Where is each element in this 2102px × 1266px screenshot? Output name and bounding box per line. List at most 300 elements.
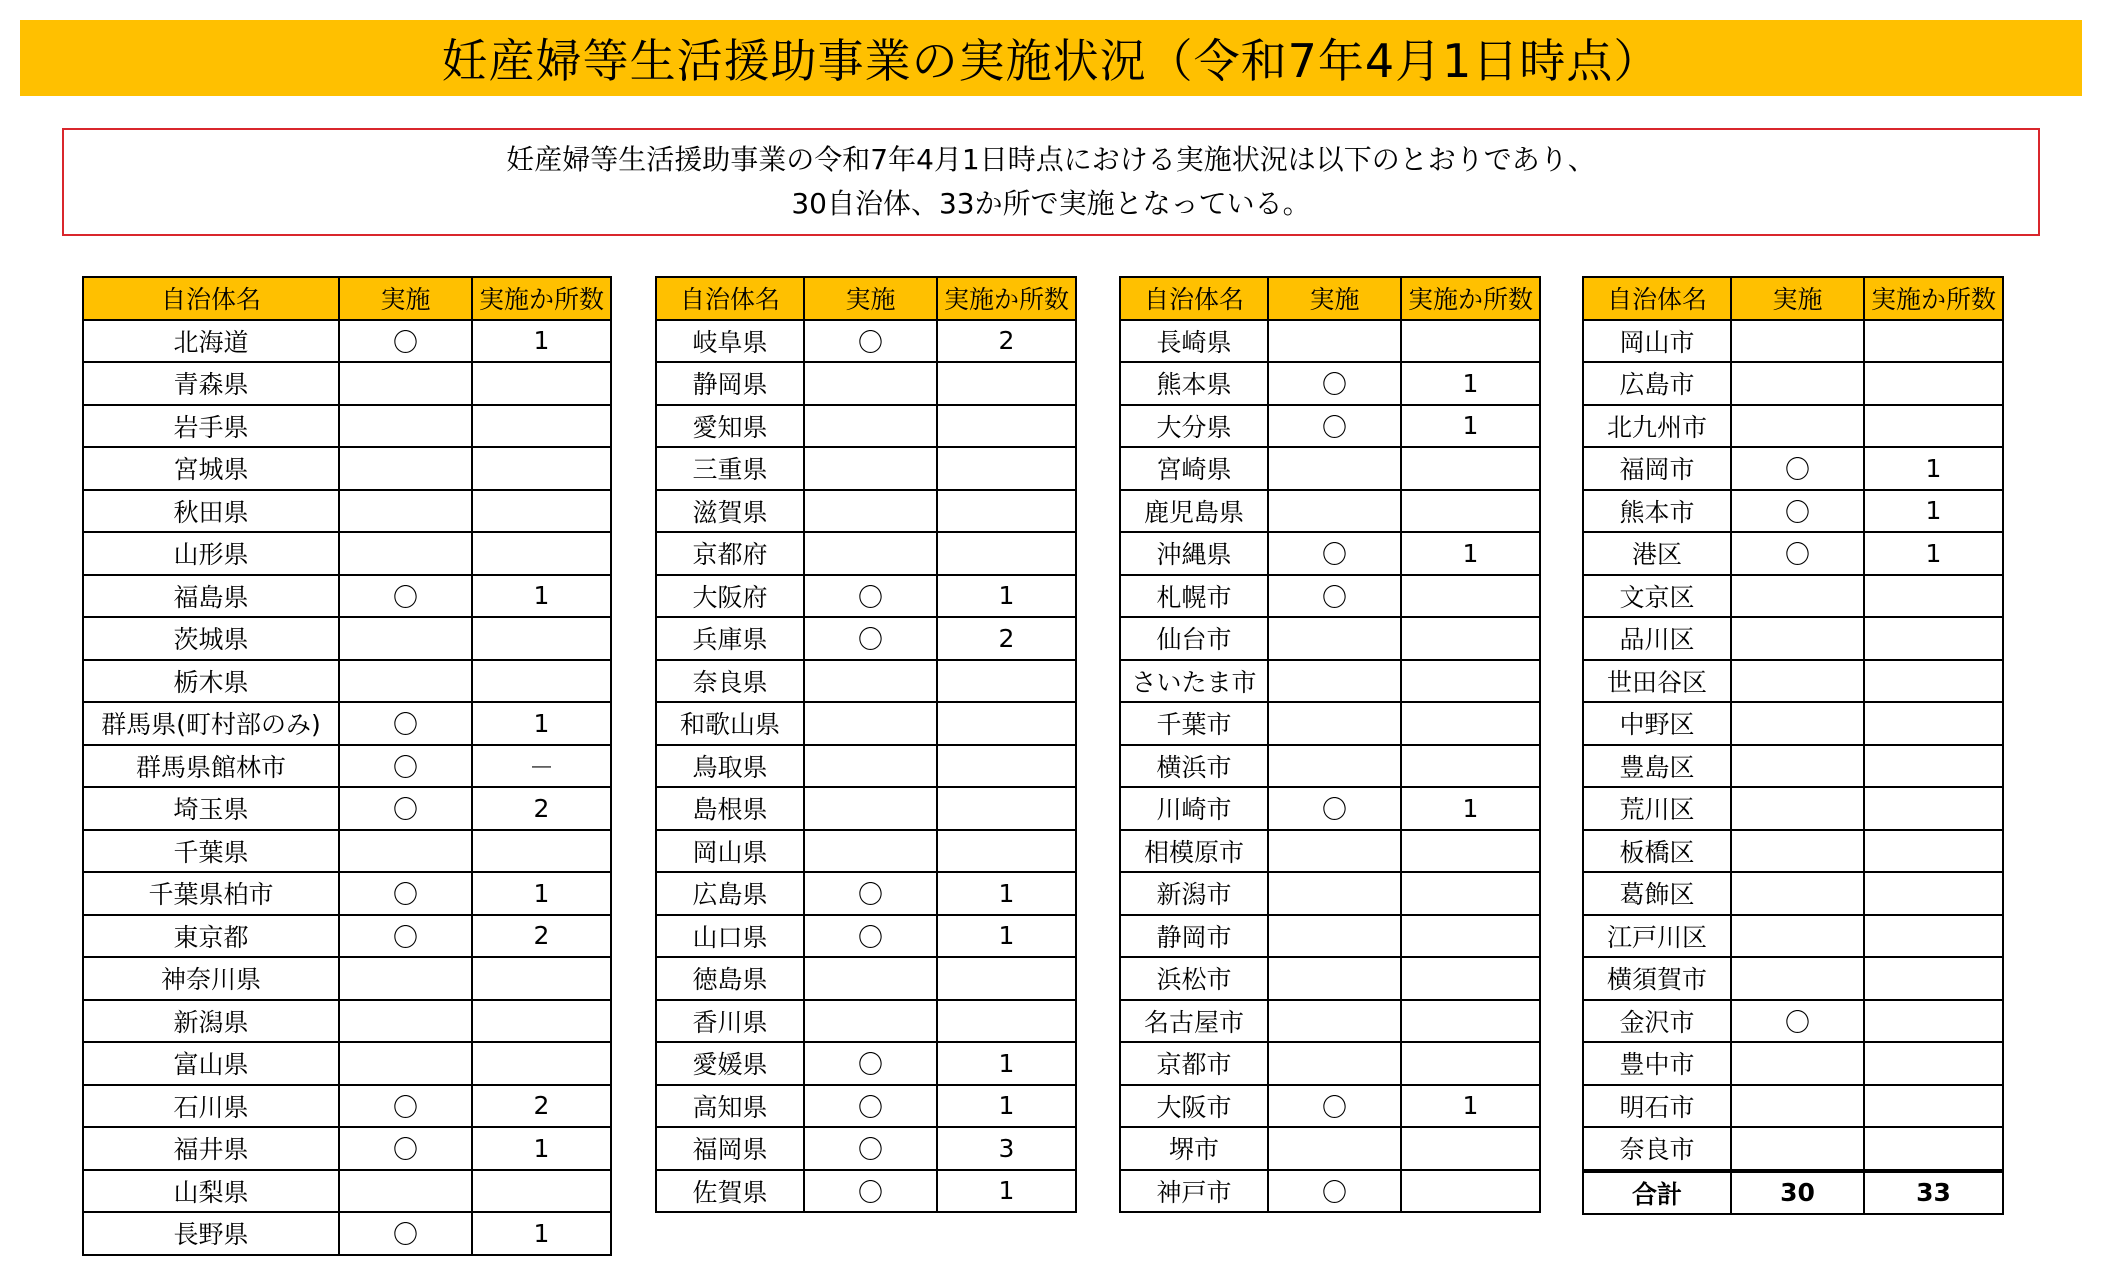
locations-cell bbox=[1864, 617, 2003, 660]
header-municipality: 自治体名 bbox=[1120, 277, 1268, 320]
municipality-cell: 岩手県 bbox=[83, 405, 339, 448]
table-row bbox=[1120, 320, 1540, 363]
locations-cell bbox=[1401, 617, 1540, 660]
implemented-cell: 〇 bbox=[1268, 362, 1401, 405]
table-row bbox=[1120, 1127, 1540, 1170]
table-row bbox=[1583, 872, 2003, 915]
municipality-cell: 栃木県 bbox=[83, 660, 339, 703]
locations-cell bbox=[937, 830, 1076, 873]
implemented-cell bbox=[339, 660, 472, 703]
table-row bbox=[83, 617, 611, 660]
table-row bbox=[656, 405, 1076, 448]
municipality-cell: 富山県 bbox=[83, 1042, 339, 1085]
municipality-cell: 堺市 bbox=[1120, 1127, 1268, 1170]
table-row bbox=[656, 1000, 1076, 1043]
implemented-cell: 〇 bbox=[1268, 405, 1401, 448]
implemented-cell bbox=[339, 447, 472, 490]
table-row bbox=[1583, 1042, 2003, 1085]
municipality-cell: 鳥取県 bbox=[656, 745, 804, 788]
implemented-cell bbox=[804, 702, 937, 745]
municipality-cell: 沖縄県 bbox=[1120, 532, 1268, 575]
locations-cell: 1 bbox=[472, 320, 611, 363]
table-row bbox=[1120, 1085, 1540, 1128]
locations-cell bbox=[937, 745, 1076, 788]
municipality-cell: 千葉市 bbox=[1120, 702, 1268, 745]
locations-cell bbox=[1864, 830, 2003, 873]
table-row bbox=[83, 745, 611, 788]
municipality-cell: 札幌市 bbox=[1120, 575, 1268, 618]
implemented-cell bbox=[1731, 872, 1864, 915]
locations-cell: 1 bbox=[1864, 532, 2003, 575]
locations-cell bbox=[1864, 1042, 2003, 1085]
implemented-cell bbox=[804, 957, 937, 1000]
implemented-cell bbox=[1268, 1042, 1401, 1085]
locations-cell: 1 bbox=[472, 872, 611, 915]
table-row bbox=[1120, 1042, 1540, 1085]
locations-cell: 2 bbox=[472, 1085, 611, 1128]
implemented-cell bbox=[1731, 405, 1864, 448]
implemented-cell: 〇 bbox=[339, 1127, 472, 1170]
locations-cell: 1 bbox=[1401, 362, 1540, 405]
implemented-cell bbox=[1268, 490, 1401, 533]
municipality-cell: 相模原市 bbox=[1120, 830, 1268, 873]
locations-cell bbox=[472, 957, 611, 1000]
implemented-cell: 〇 bbox=[804, 320, 937, 363]
implemented-cell bbox=[339, 957, 472, 1000]
municipality-cell: 新潟県 bbox=[83, 1000, 339, 1043]
implemented-cell bbox=[804, 787, 937, 830]
table-row bbox=[1120, 787, 1540, 830]
table-row bbox=[656, 362, 1076, 405]
implemented-cell bbox=[1731, 915, 1864, 958]
municipality-cell: 東京都 bbox=[83, 915, 339, 958]
table-row bbox=[656, 872, 1076, 915]
table-row bbox=[1583, 915, 2003, 958]
locations-cell bbox=[1401, 660, 1540, 703]
municipality-cell: 板橋区 bbox=[1583, 830, 1731, 873]
locations-cell bbox=[937, 1000, 1076, 1043]
table-row bbox=[1583, 447, 2003, 490]
implemented-cell: 〇 bbox=[1268, 787, 1401, 830]
implemented-cell bbox=[1731, 660, 1864, 703]
table-row bbox=[1120, 660, 1540, 703]
implemented-cell bbox=[804, 490, 937, 533]
table-row bbox=[656, 1127, 1076, 1170]
locations-cell bbox=[1401, 320, 1540, 363]
implemented-cell bbox=[804, 362, 937, 405]
locations-cell: 1 bbox=[937, 872, 1076, 915]
table-row bbox=[83, 1127, 611, 1170]
implemented-cell bbox=[1268, 617, 1401, 660]
locations-cell bbox=[472, 447, 611, 490]
municipality-cell: 茨城県 bbox=[83, 617, 339, 660]
summary-line-2: 30自治体、33か所で実施となっている。 bbox=[791, 187, 1311, 220]
implemented-cell bbox=[339, 1000, 472, 1043]
table-row bbox=[1583, 957, 2003, 1000]
municipality-cell: 仙台市 bbox=[1120, 617, 1268, 660]
implemented-cell: 〇 bbox=[804, 1127, 937, 1170]
municipality-cell: 文京区 bbox=[1583, 575, 1731, 618]
municipality-cell: 熊本市 bbox=[1583, 490, 1731, 533]
table-row bbox=[1120, 872, 1540, 915]
table-row bbox=[83, 1212, 611, 1255]
table-row bbox=[656, 957, 1076, 1000]
implemented-cell bbox=[804, 1000, 937, 1043]
locations-cell bbox=[1401, 745, 1540, 788]
municipality-cell: 北海道 bbox=[83, 320, 339, 363]
table-row bbox=[656, 320, 1076, 363]
implemented-cell: 〇 bbox=[1268, 1170, 1401, 1213]
municipality-cell: 京都府 bbox=[656, 532, 804, 575]
implemented-cell bbox=[804, 405, 937, 448]
municipality-cell: 山口県 bbox=[656, 915, 804, 958]
municipality-cell: 群馬県(町村部のみ) bbox=[83, 702, 339, 745]
locations-cell bbox=[1401, 1042, 1540, 1085]
municipality-cell: 広島県 bbox=[656, 872, 804, 915]
municipality-cell: 世田谷区 bbox=[1583, 660, 1731, 703]
table-row bbox=[83, 787, 611, 830]
locations-cell bbox=[937, 702, 1076, 745]
table-row bbox=[83, 1170, 611, 1213]
table-row bbox=[1120, 362, 1540, 405]
page-title: 妊産婦等生活援助事業の実施状況（令和7年4月1日時点） bbox=[441, 34, 1661, 88]
total-implemented: 30 bbox=[1731, 1171, 1864, 1215]
locations-cell bbox=[937, 532, 1076, 575]
table-row bbox=[656, 532, 1076, 575]
table-row bbox=[1120, 702, 1540, 745]
implemented-cell: 〇 bbox=[1731, 490, 1864, 533]
implemented-cell bbox=[1268, 1127, 1401, 1170]
municipality-cell: 奈良市 bbox=[1583, 1127, 1731, 1171]
locations-cell: 1 bbox=[1864, 490, 2003, 533]
status-table-2 bbox=[655, 276, 1077, 1213]
municipality-cell: 神奈川県 bbox=[83, 957, 339, 1000]
implemented-cell: 〇 bbox=[339, 320, 472, 363]
municipality-cell: 品川区 bbox=[1583, 617, 1731, 660]
implemented-cell: 〇 bbox=[339, 745, 472, 788]
locations-cell: 2 bbox=[472, 787, 611, 830]
table-row bbox=[1583, 1127, 2003, 1171]
implemented-cell: 〇 bbox=[1268, 532, 1401, 575]
table-row bbox=[83, 830, 611, 873]
locations-cell bbox=[1864, 362, 2003, 405]
municipality-cell: 宮城県 bbox=[83, 447, 339, 490]
implemented-cell bbox=[1268, 745, 1401, 788]
implemented-cell bbox=[1731, 320, 1864, 363]
locations-cell: 1 bbox=[1401, 405, 1540, 448]
implemented-cell bbox=[339, 830, 472, 873]
municipality-cell: 豊島区 bbox=[1583, 745, 1731, 788]
municipality-cell: 福岡市 bbox=[1583, 447, 1731, 490]
table-row bbox=[1583, 617, 2003, 660]
implemented-cell bbox=[804, 745, 937, 788]
table-row bbox=[83, 702, 611, 745]
locations-cell bbox=[937, 787, 1076, 830]
municipality-cell: 三重県 bbox=[656, 447, 804, 490]
header-locations: 実施か所数 bbox=[1401, 277, 1540, 320]
table-row bbox=[656, 1170, 1076, 1213]
municipality-cell: 島根県 bbox=[656, 787, 804, 830]
locations-cell bbox=[1401, 447, 1540, 490]
implemented-cell bbox=[804, 830, 937, 873]
municipality-cell: 港区 bbox=[1583, 532, 1731, 575]
locations-cell bbox=[1864, 1127, 2003, 1171]
implemented-cell bbox=[804, 660, 937, 703]
table-row bbox=[83, 362, 611, 405]
locations-cell bbox=[472, 532, 611, 575]
implemented-cell bbox=[339, 362, 472, 405]
municipality-cell: 長崎県 bbox=[1120, 320, 1268, 363]
municipality-cell: 千葉県柏市 bbox=[83, 872, 339, 915]
table-row bbox=[656, 575, 1076, 618]
implemented-cell: 〇 bbox=[1731, 532, 1864, 575]
implemented-cell: 〇 bbox=[804, 1085, 937, 1128]
table-row bbox=[1120, 447, 1540, 490]
implemented-cell: 〇 bbox=[804, 1042, 937, 1085]
table-row bbox=[1583, 320, 2003, 363]
locations-cell bbox=[1401, 702, 1540, 745]
locations-cell bbox=[472, 405, 611, 448]
implemented-cell bbox=[1268, 320, 1401, 363]
implemented-cell: 〇 bbox=[339, 872, 472, 915]
implemented-cell bbox=[1268, 830, 1401, 873]
table-row bbox=[83, 320, 611, 363]
table-row bbox=[1583, 702, 2003, 745]
municipality-cell: 徳島県 bbox=[656, 957, 804, 1000]
locations-cell bbox=[937, 405, 1076, 448]
table-row bbox=[1583, 1000, 2003, 1043]
implemented-cell bbox=[339, 617, 472, 660]
locations-cell bbox=[1401, 575, 1540, 618]
implemented-cell: 〇 bbox=[339, 787, 472, 830]
header-locations: 実施か所数 bbox=[1864, 277, 2003, 320]
implemented-cell bbox=[1268, 957, 1401, 1000]
municipality-cell: 神戸市 bbox=[1120, 1170, 1268, 1213]
locations-cell bbox=[1864, 915, 2003, 958]
municipality-cell: 大分県 bbox=[1120, 405, 1268, 448]
implemented-cell bbox=[1268, 660, 1401, 703]
status-table-1 bbox=[82, 276, 612, 1256]
municipality-cell: 浜松市 bbox=[1120, 957, 1268, 1000]
table-row bbox=[1120, 957, 1540, 1000]
locations-cell bbox=[1401, 915, 1540, 958]
locations-cell bbox=[472, 1170, 611, 1213]
municipality-cell: 香川県 bbox=[656, 1000, 804, 1043]
municipality-cell: 荒川区 bbox=[1583, 787, 1731, 830]
implemented-cell: 〇 bbox=[804, 575, 937, 618]
municipality-cell: 横須賀市 bbox=[1583, 957, 1731, 1000]
header-implemented: 実施 bbox=[339, 277, 472, 320]
table-row bbox=[83, 872, 611, 915]
table-row bbox=[1583, 745, 2003, 788]
table-row bbox=[83, 1085, 611, 1128]
locations-cell bbox=[472, 1042, 611, 1085]
table-row bbox=[1120, 1170, 1540, 1213]
locations-cell: 1 bbox=[472, 702, 611, 745]
table-row bbox=[1583, 405, 2003, 448]
total-row bbox=[1583, 1171, 2003, 1215]
table-row bbox=[1120, 617, 1540, 660]
municipality-cell: 大阪府 bbox=[656, 575, 804, 618]
table-row bbox=[656, 915, 1076, 958]
header-implemented: 実施 bbox=[1268, 277, 1401, 320]
implemented-cell: 〇 bbox=[1268, 1085, 1401, 1128]
locations-cell bbox=[1401, 490, 1540, 533]
implemented-cell bbox=[1731, 702, 1864, 745]
implemented-cell bbox=[1268, 872, 1401, 915]
table-row bbox=[83, 405, 611, 448]
table-row bbox=[83, 915, 611, 958]
title-banner bbox=[20, 20, 2082, 96]
implemented-cell: 〇 bbox=[339, 915, 472, 958]
table-row bbox=[83, 447, 611, 490]
table-row bbox=[83, 1042, 611, 1085]
locations-cell bbox=[1864, 872, 2003, 915]
locations-cell bbox=[937, 957, 1076, 1000]
implemented-cell bbox=[1731, 830, 1864, 873]
locations-cell: 1 bbox=[1401, 787, 1540, 830]
municipality-cell: 福島県 bbox=[83, 575, 339, 618]
table-row bbox=[83, 1000, 611, 1043]
municipality-cell: さいたま市 bbox=[1120, 660, 1268, 703]
implemented-cell bbox=[1731, 1127, 1864, 1171]
implemented-cell bbox=[1731, 1042, 1864, 1085]
locations-cell bbox=[1864, 660, 2003, 703]
municipality-cell: 青森県 bbox=[83, 362, 339, 405]
locations-cell: 1 bbox=[472, 1127, 611, 1170]
header-implemented: 実施 bbox=[804, 277, 937, 320]
locations-cell: 1 bbox=[937, 1085, 1076, 1128]
locations-cell bbox=[1864, 745, 2003, 788]
implemented-cell bbox=[1731, 617, 1864, 660]
implemented-cell: 〇 bbox=[339, 702, 472, 745]
locations-cell bbox=[1401, 1000, 1540, 1043]
table-row bbox=[1583, 1085, 2003, 1128]
header-municipality: 自治体名 bbox=[1583, 277, 1731, 320]
table-row bbox=[656, 490, 1076, 533]
implemented-cell bbox=[339, 532, 472, 575]
municipality-cell: 静岡市 bbox=[1120, 915, 1268, 958]
table-row bbox=[1120, 1000, 1540, 1043]
table-row bbox=[1120, 405, 1540, 448]
locations-cell bbox=[472, 617, 611, 660]
locations-cell bbox=[1864, 1085, 2003, 1128]
implemented-cell bbox=[804, 532, 937, 575]
locations-cell: 2 bbox=[937, 617, 1076, 660]
table-row bbox=[656, 787, 1076, 830]
total-locations: 33 bbox=[1864, 1171, 2003, 1215]
implemented-cell bbox=[804, 447, 937, 490]
municipality-cell: 山形県 bbox=[83, 532, 339, 575]
locations-cell bbox=[1864, 787, 2003, 830]
municipality-cell: 秋田県 bbox=[83, 490, 339, 533]
implemented-cell bbox=[1731, 362, 1864, 405]
municipality-cell: 山梨県 bbox=[83, 1170, 339, 1213]
municipality-cell: 滋賀県 bbox=[656, 490, 804, 533]
table-row bbox=[656, 660, 1076, 703]
status-table-4 bbox=[1582, 276, 2004, 1215]
municipality-cell: 和歌山県 bbox=[656, 702, 804, 745]
implemented-cell bbox=[339, 1170, 472, 1213]
locations-cell: 2 bbox=[937, 320, 1076, 363]
implemented-cell bbox=[339, 490, 472, 533]
locations-cell: 1 bbox=[472, 575, 611, 618]
locations-cell: 1 bbox=[472, 1212, 611, 1255]
status-table-3 bbox=[1119, 276, 1541, 1213]
municipality-cell: 中野区 bbox=[1583, 702, 1731, 745]
summary-box bbox=[62, 128, 2040, 236]
header-locations: 実施か所数 bbox=[472, 277, 611, 320]
table-row bbox=[1120, 532, 1540, 575]
locations-cell: 3 bbox=[937, 1127, 1076, 1170]
municipality-cell: 福井県 bbox=[83, 1127, 339, 1170]
table-row bbox=[656, 745, 1076, 788]
implemented-cell bbox=[1731, 575, 1864, 618]
municipality-cell: 岡山市 bbox=[1583, 320, 1731, 363]
locations-cell: 1 bbox=[937, 575, 1076, 618]
table-row bbox=[656, 702, 1076, 745]
table-row bbox=[1583, 575, 2003, 618]
municipality-cell: 佐賀県 bbox=[656, 1170, 804, 1213]
municipality-cell: 京都市 bbox=[1120, 1042, 1268, 1085]
table-row bbox=[1120, 915, 1540, 958]
implemented-cell: 〇 bbox=[339, 575, 472, 618]
municipality-cell: 北九州市 bbox=[1583, 405, 1731, 448]
municipality-cell: 江戸川区 bbox=[1583, 915, 1731, 958]
implemented-cell: 〇 bbox=[1268, 575, 1401, 618]
implemented-cell bbox=[1731, 745, 1864, 788]
implemented-cell bbox=[339, 1042, 472, 1085]
municipality-cell: 横浜市 bbox=[1120, 745, 1268, 788]
municipality-cell: 福岡県 bbox=[656, 1127, 804, 1170]
locations-cell: 1 bbox=[937, 1042, 1076, 1085]
implemented-cell: 〇 bbox=[339, 1212, 472, 1255]
implemented-cell bbox=[1268, 915, 1401, 958]
table-row bbox=[1583, 787, 2003, 830]
table-row bbox=[656, 1042, 1076, 1085]
header-implemented: 実施 bbox=[1731, 277, 1864, 320]
locations-cell bbox=[1864, 702, 2003, 745]
locations-cell: 1 bbox=[1401, 1085, 1540, 1128]
municipality-cell: 熊本県 bbox=[1120, 362, 1268, 405]
locations-cell bbox=[937, 490, 1076, 533]
locations-cell bbox=[472, 830, 611, 873]
table-row bbox=[656, 1085, 1076, 1128]
implemented-cell bbox=[1731, 1085, 1864, 1128]
municipality-cell: 千葉県 bbox=[83, 830, 339, 873]
locations-cell bbox=[1864, 957, 2003, 1000]
table-row bbox=[1120, 830, 1540, 873]
municipality-cell: 愛媛県 bbox=[656, 1042, 804, 1085]
implemented-cell: 〇 bbox=[1731, 1000, 1864, 1043]
table-row bbox=[1583, 362, 2003, 405]
implemented-cell bbox=[1268, 1000, 1401, 1043]
implemented-cell bbox=[339, 405, 472, 448]
implemented-cell: 〇 bbox=[804, 872, 937, 915]
municipality-cell: 愛知県 bbox=[656, 405, 804, 448]
municipality-cell: 埼玉県 bbox=[83, 787, 339, 830]
table-row bbox=[83, 575, 611, 618]
locations-cell bbox=[1864, 1000, 2003, 1043]
municipality-cell: 岐阜県 bbox=[656, 320, 804, 363]
table-row bbox=[1120, 490, 1540, 533]
locations-cell bbox=[1864, 320, 2003, 363]
municipality-cell: 岡山県 bbox=[656, 830, 804, 873]
locations-cell bbox=[1864, 405, 2003, 448]
locations-cell: － bbox=[472, 745, 611, 788]
table-row bbox=[1583, 660, 2003, 703]
locations-cell bbox=[937, 362, 1076, 405]
